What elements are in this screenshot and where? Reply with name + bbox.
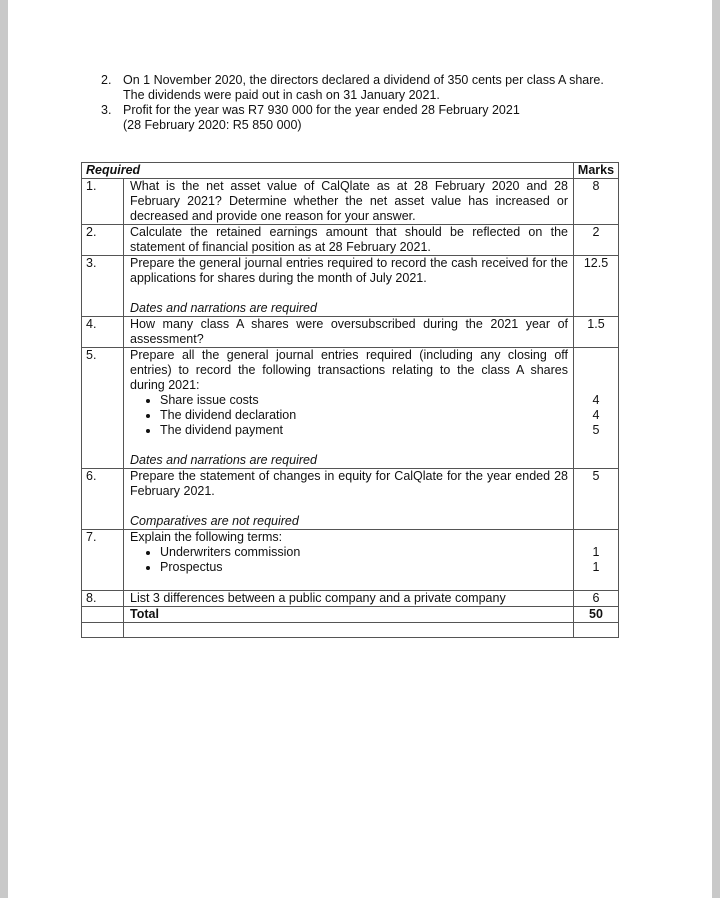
note-line: (28 February 2020: R5 850 000): [123, 118, 302, 132]
question-marks: 6: [574, 591, 619, 607]
required-table: [81, 162, 619, 638]
question-number: 1.: [82, 179, 124, 225]
bullet-marks: 4: [592, 393, 600, 407]
table-row: [82, 348, 619, 469]
marks-cell: [574, 530, 619, 591]
question-text: Calculate the retained earnings amount that should be reflected on the statement of financial position as at 28 February 2021.: [124, 225, 574, 256]
bullet-list: [130, 393, 568, 438]
total-row: [82, 607, 619, 623]
question-marks: 1.5: [574, 317, 619, 348]
bullet-item: • Prospectus: [160, 560, 568, 575]
bullet-item: • Underwriters commission: [160, 545, 568, 560]
question-text: Prepare the general journal entries required to record the cash received for the applications for shares during the month of July 2021.: [130, 256, 568, 285]
question-note: Comparatives are not required: [130, 514, 299, 528]
question-marks: 8: [574, 179, 619, 225]
table-row: [82, 256, 619, 317]
total-marks: 50: [574, 607, 619, 623]
bullet-item: • The dividend declaration: [160, 408, 568, 423]
table-row: [82, 469, 619, 530]
question-marks: 2: [574, 225, 619, 256]
bullet-list: [130, 545, 568, 575]
note-number: 3.: [101, 103, 112, 117]
question-cell: [124, 256, 574, 317]
note-line: Profit for the year was R7 930 000 for the year ended 28 February 2021: [123, 103, 520, 117]
table-row: [82, 317, 619, 348]
question-text: Explain the following terms:: [130, 530, 283, 544]
question-text: What is the net asset value of CalQlate as at 28 February 2020 and 28 February 2021? Determine whether the net asset value has increased or decreased and provide one reason for your answer.: [124, 179, 574, 225]
question-number: 4.: [82, 317, 124, 348]
question-cell: [124, 530, 574, 591]
note-item: [100, 103, 640, 133]
question-number: 8.: [82, 591, 124, 607]
table-header: [82, 163, 619, 179]
empty-row: [82, 623, 619, 638]
question-text: List 3 differences between a public company and a private company: [124, 591, 574, 607]
note-line: On 1 November 2020, the directors declared a dividend of 350 cents per class A share.: [123, 73, 604, 87]
question-marks: 5: [574, 469, 619, 530]
table-row: [82, 530, 619, 591]
note-line: The dividends were paid out in cash on 31 January 2021.: [123, 88, 440, 102]
table-row: [82, 225, 619, 256]
question-number: 2.: [82, 225, 124, 256]
required-heading: Required: [82, 163, 574, 179]
table-row: [82, 591, 619, 607]
question-text: How many class A shares were oversubscribed during the 2021 year of assessment?: [124, 317, 574, 348]
bullet-item: • The dividend payment: [160, 423, 568, 438]
question-marks: 12.5: [574, 256, 619, 317]
question-number: 7.: [82, 530, 124, 591]
marks-heading: Marks: [574, 163, 619, 179]
bullet-item: • Share issue costs: [160, 393, 568, 408]
notes-list: [100, 73, 640, 133]
question-cell: [124, 469, 574, 530]
question-text: Prepare all the general journal entries required (including any closing off entries) to record the following transactions relating to the class A shares during 2021:: [130, 348, 568, 392]
question-note: Dates and narrations are required: [130, 301, 317, 315]
question-cell: [124, 348, 574, 469]
bullet-marks: 1: [592, 560, 600, 574]
question-number: 3.: [82, 256, 124, 317]
bullet-marks: 1: [592, 545, 600, 559]
bullet-marks: 4: [592, 408, 600, 422]
question-note: Dates and narrations are required: [130, 453, 317, 467]
note-item: [100, 73, 640, 103]
marks-cell: [574, 348, 619, 469]
bullet-marks: 5: [592, 423, 600, 437]
question-number: 5.: [82, 348, 124, 469]
question-number: 6.: [82, 469, 124, 530]
question-text: Prepare the statement of changes in equity for CalQlate for the year ended 28 February 2021.: [130, 469, 568, 498]
note-number: 2.: [101, 73, 112, 87]
total-label: Total: [124, 607, 574, 623]
table-row: [82, 179, 619, 225]
